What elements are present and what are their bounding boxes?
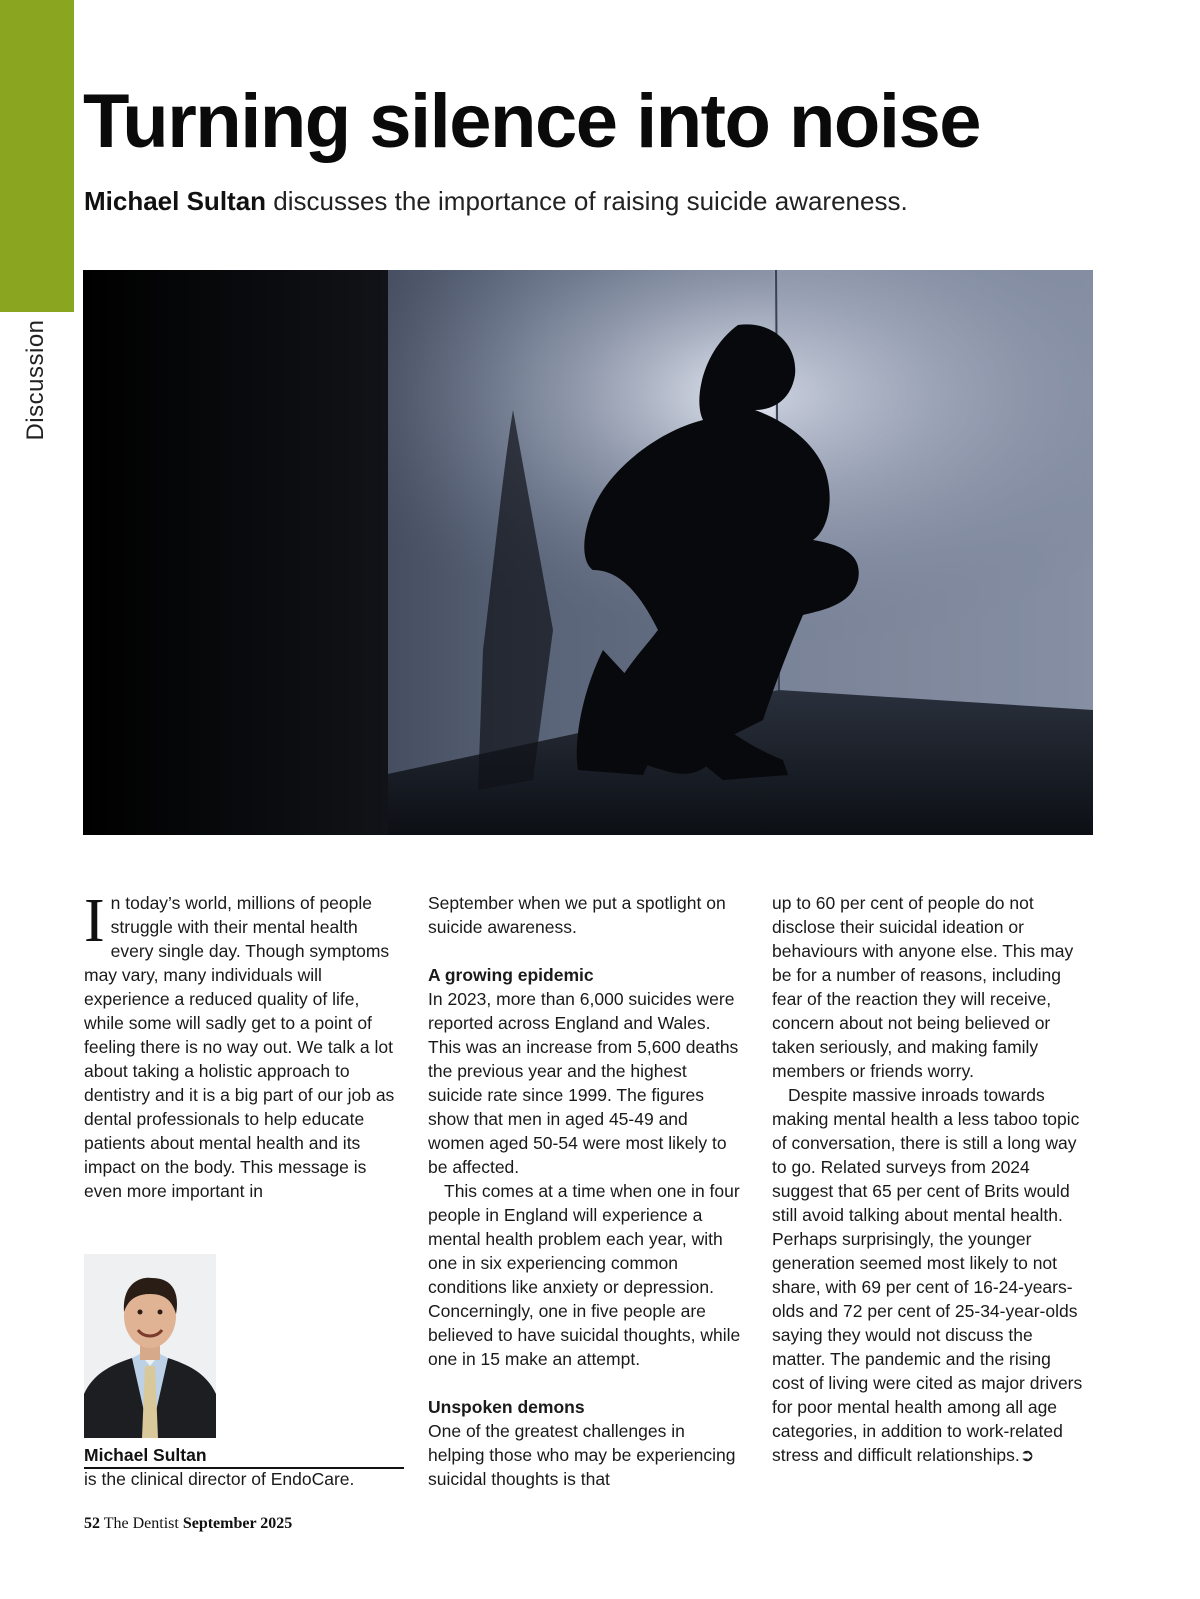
bio-author-description: is the clinical director of EndoCare. <box>84 1469 355 1489</box>
issue-date: September 2025 <box>182 1515 293 1532</box>
standfirst <box>84 186 908 217</box>
paragraph <box>772 1083 1087 1467</box>
paragraph: In 2023, more than 6,000 suicides were reported across England and Wales. This was an increase from 5,600 deaths the previous year and the highest suicide rate since 1999. The figures show that men in aged 45-49 and women aged 50-54 were most likely to be affected. <box>428 989 739 1177</box>
drop-cap: I <box>84 887 105 955</box>
page-number: 52 <box>84 1515 100 1532</box>
paragraph: September when we put a spotlight on suicide awareness. <box>428 893 726 937</box>
body-column-3 <box>772 891 1087 1467</box>
publication-name: The Dentist <box>100 1515 183 1532</box>
paragraph: This comes at a time when one in four people in England will experience a mental health problem each year, with one in six experiencing common conditions like anxiety or depression. Concerningly, one in five people are believed to have suicidal thoughts, while one in 15 make an attempt. <box>428 1181 741 1369</box>
paragraph: up to 60 per cent of people do not disclose their suicidal ideation or behaviours with anyone else. This may be for a number of reasons, including fear of the reaction they will receive, concern about not being believed or taken seriously, and making family members or friends worry. <box>772 893 1074 1081</box>
paragraph-text: Despite massive inroads towards making mental health a less taboo topic of conversation, there is still a long way to go. Related surveys from 2024 suggest that 65 per cent of Brits would still avoid talking about mental health. Perhaps surprisingly, the younger generation seemed most likely to not share, with 69 per cent of 16-24-years-olds and 72 per cent of 25-34-year-olds saying they would not discuss the matter. The pandemic and the rising cost of living were cited as major drivers for poor mental health among all age categories, in addition to work-related stress and difficult relationships. <box>772 1085 1083 1465</box>
page-footer <box>84 1515 292 1533</box>
body-column-1 <box>84 887 399 1203</box>
end-of-article-icon: ➲ <box>1019 1445 1035 1465</box>
subheading-unspoken-demons: Unspoken demons <box>428 1397 585 1417</box>
body-column-2 <box>428 891 743 1491</box>
paragraph: One of the greatest challenges in helping those who may be experiencing suicidal thoughts is that <box>428 1421 736 1489</box>
subheading-growing-epidemic: A growing epidemic <box>428 965 594 985</box>
author-portrait <box>84 1254 216 1438</box>
standfirst-author: Michael Sultan <box>84 186 267 216</box>
section-label <box>16 315 56 445</box>
hero-image <box>83 270 1093 835</box>
section-accent-bar <box>0 0 74 312</box>
intro-paragraph-text: n today’s world, millions of people struggle with their mental health every single day. Though symptoms may vary, many individuals will experience a reduced quality of life, while some will sadly get to a point of feeling there is no way out. We talk a lot about taking a holistic approach to dentistry and it is a big part of our job as dental professionals to help educate patients about mental health and its impact on the body. This message is even more important in <box>84 893 395 1201</box>
article-title: Turning silence into noise <box>83 79 981 164</box>
section-label-text: Discussion <box>22 319 49 441</box>
standfirst-text: discusses the importance of raising suicide awareness. <box>266 186 908 216</box>
intro-paragraph <box>84 887 399 1203</box>
bio-author-name: Michael Sultan <box>84 1445 404 1469</box>
